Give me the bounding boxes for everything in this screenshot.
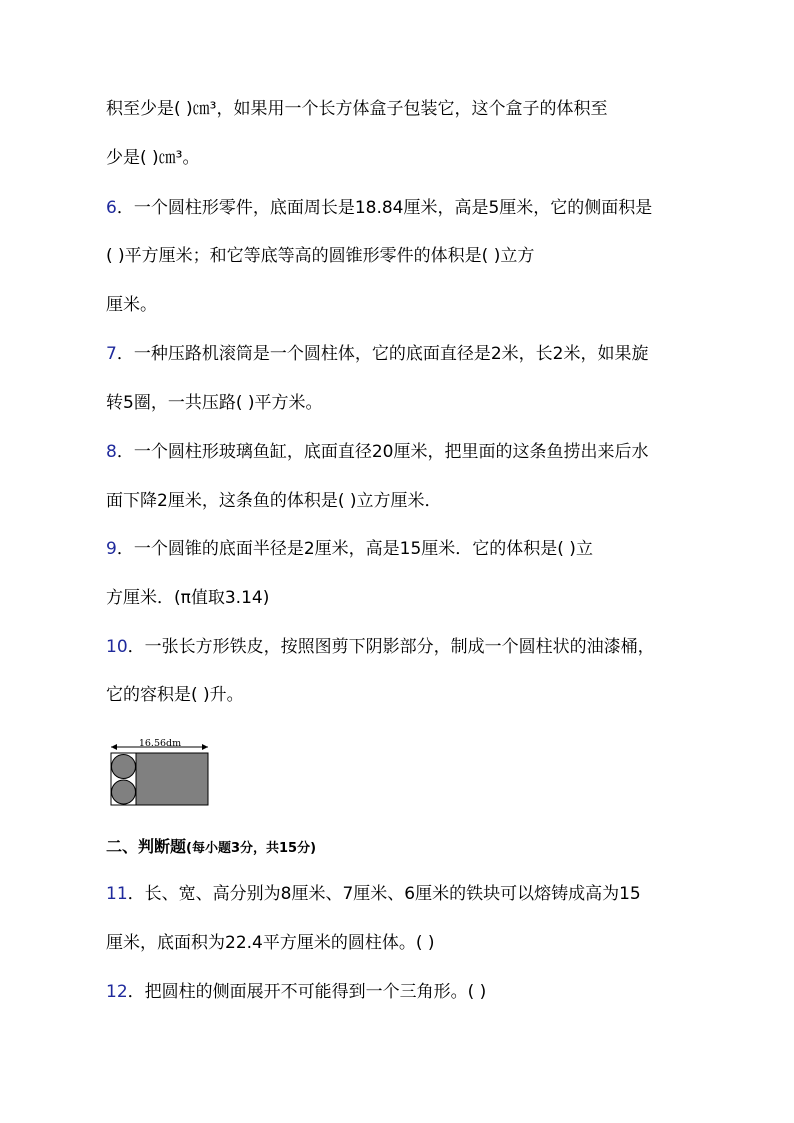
question-number: 12 (106, 982, 128, 1002)
question-7-line-2: 转5圈，一共压路( )平方米。 (106, 393, 323, 413)
question-text: ．一个圆柱形玻璃鱼缸，底面直径20厘米，把里面的这条鱼捞出来后水 (116, 442, 649, 462)
question-11-line-2: 厘米，底面积为22.4平方厘米的圆柱体。( ) (106, 933, 435, 953)
question-number: 6 (106, 198, 117, 218)
shaded-side-rectangle (136, 753, 208, 805)
question-7-line-1 (106, 343, 648, 365)
dimension-arrow-left (111, 744, 117, 750)
question-9-line-1 (106, 538, 593, 560)
question-6-line-3: 厘米。 (106, 295, 157, 315)
question-8-line-2: 面下降2厘米，这条鱼的体积是( )立方厘米． (106, 491, 442, 511)
question-text: ．一个圆锥的底面半径是2厘米，高是15厘米．它的体积是( )立 (116, 539, 593, 559)
shaded-circle-top (112, 755, 136, 779)
question-10-line-2: 它的容积是( )升。 (106, 685, 244, 705)
question-8-line-1 (106, 441, 648, 463)
dimension-arrow-right (202, 744, 208, 750)
question-number: 9 (106, 539, 117, 559)
shaded-circle-bottom (112, 780, 136, 804)
section-subtitle: (每小题3分，共15分) (186, 841, 317, 856)
dimension-label: 16.56dm (138, 738, 182, 749)
text-line: 积至少是( )㎝³，如果用一个长方体盒子包装它，这个盒子的体积至 (106, 99, 608, 119)
question-number: 8 (106, 442, 117, 462)
question-6-line-1 (106, 197, 652, 219)
question-number: 10 (106, 637, 128, 657)
section-2-heading (106, 836, 316, 860)
iron-sheet-figure (108, 736, 212, 808)
question-text: ．长、宽、高分别为8厘米、7厘米、6厘米的铁块可以熔铸成高为15 (127, 884, 641, 904)
section-title: 二、判断题 (106, 837, 187, 856)
question-text: ．一个圆柱形零件，底面周长是18.84厘米，高是5厘米，它的侧面积是 (116, 198, 653, 218)
question-number: 7 (106, 344, 117, 364)
question-text: ．一种压路机滚筒是一个圆柱体，它的底面直径是2米，长2米，如果旋 (116, 344, 649, 364)
question-text: ．把圆柱的侧面展开不可能得到一个三角形。( ) (127, 982, 487, 1002)
question-number: 11 (106, 884, 128, 904)
question-6-line-2: ( )平方厘米；和它等底等高的圆锥形零件的体积是( )立方 (106, 246, 535, 266)
question-9-line-2: 方厘米．(π值取3.14) (106, 588, 270, 608)
question-text: ．一张长方形铁皮，按照图剪下阴影部分，制成一个圆柱状的油漆桶， (127, 637, 655, 657)
question-11-line-1 (106, 883, 641, 905)
text-line: 少是( )㎝³。 (106, 148, 200, 168)
question-10-line-1 (106, 636, 655, 658)
question-12-line-1 (106, 981, 486, 1003)
